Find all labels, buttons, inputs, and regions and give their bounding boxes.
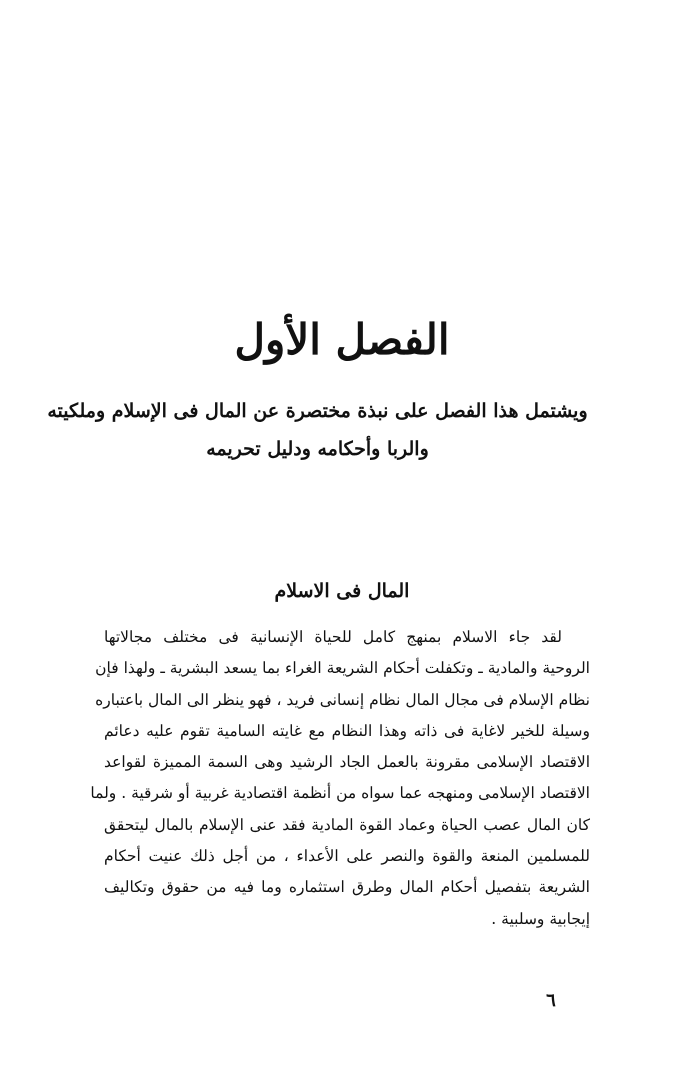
body-line: لقد جاء الاسلام بمنهج كامل للحياة الإنسانية فى مختلف مجالاتها (104, 628, 562, 646)
body-line: إيجابية وسلبية . (491, 909, 590, 928)
body-line: الاقتصاد الإسلامى مقرونة بالعمل الجاد الرشيد وهى السمة المميزة لقواعد (104, 753, 590, 772)
body-line: الشريعة بتفصيل أحكام المال وطرق استثماره وما فيه من حقوق وتكاليف (104, 878, 590, 897)
section-heading: المال فى الاسلام (274, 580, 410, 602)
chapter-title: الفصل الأول (234, 315, 450, 364)
body-line: للمسلمين المنعة والقوة والنصر على الأعداء ، من أجل ذلك عنيت أحكام (104, 847, 590, 866)
chapter-subtitle: ويشتمل هذا الفصل على نبذة مختصرة عن المال فى الإسلام وملكيته والربا وأحكامه ودليل تحريمه (47, 400, 588, 460)
body-line: نظام الإسلام فى مجال المال نظام إنسانى فريد ، فهو ينظر الى المال باعتباره (95, 690, 590, 709)
body-line: كان المال عصب الحياة وعماد القوة المادية فقد عنى الإسلام بالمال ليتحقق (104, 815, 590, 834)
body-line: الاقتصاد الإسلامى ومنهجه عما سواه من أنظمة اقتصادية غربية أو شرقية . ولما (90, 784, 590, 803)
page-number: ٦ (546, 990, 556, 1011)
body-paragraph (90, 622, 590, 935)
body-line: الروحية والمادية ـ وتكفلت أحكام الشريعة الغراء بما يسعد البشرية ـ ولهذا فإن (95, 659, 590, 678)
body-line: وسيلة للخير لاغاية فى ذاته وهذا النظام مع غايته السامية تقوم عليه دعائم (104, 721, 590, 740)
